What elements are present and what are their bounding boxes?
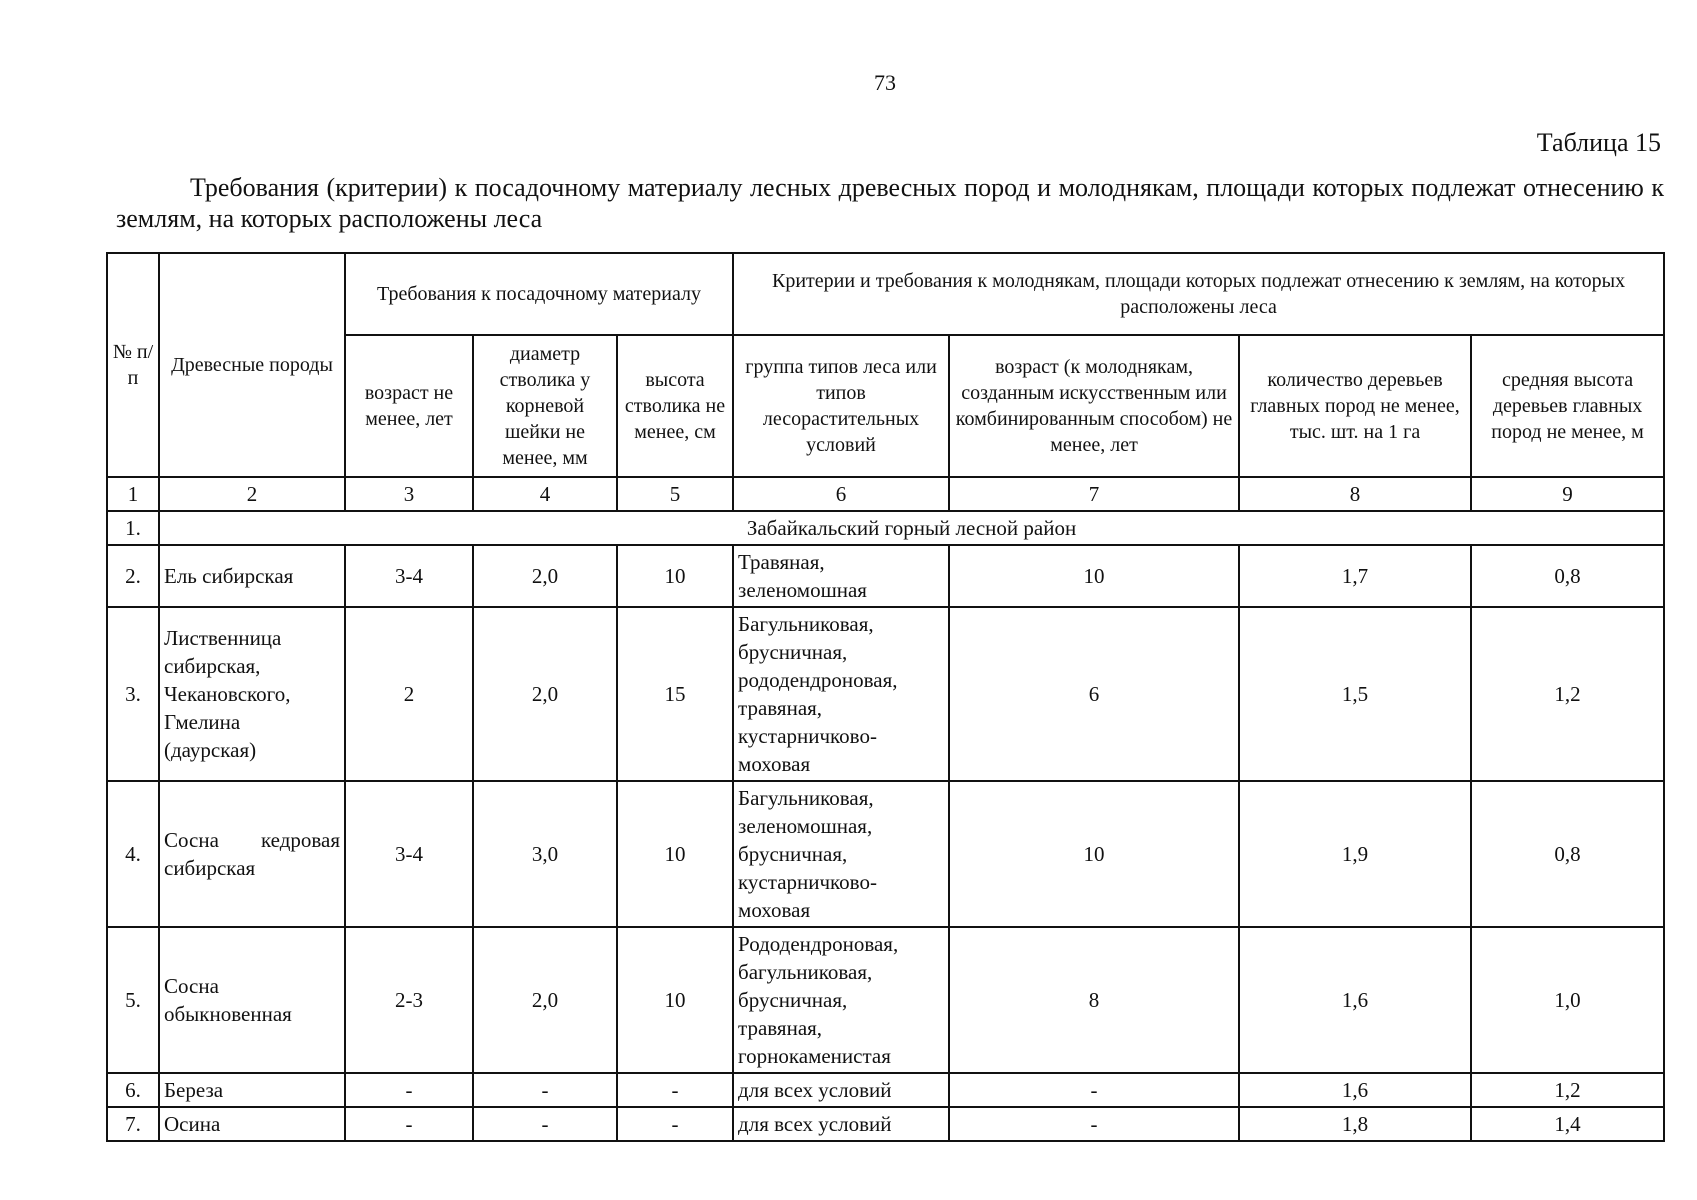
row-number: 6.: [107, 1073, 159, 1107]
species-name: Береза: [159, 1073, 345, 1107]
header-col-forest-type: группа типов леса или типов лесорастительных условий: [733, 335, 949, 477]
avg-height: 0,8: [1471, 545, 1664, 607]
column-number: 6: [733, 477, 949, 511]
row-number: 2.: [107, 545, 159, 607]
header-col-age: возраст не менее, лет: [345, 335, 473, 477]
table-row: [107, 781, 1664, 927]
table-row: [107, 1073, 1664, 1107]
tree-count: 1,7: [1239, 545, 1471, 607]
stem-diameter: 2,0: [473, 927, 617, 1073]
young-age: 6: [949, 607, 1239, 781]
row-number: 5.: [107, 927, 159, 1073]
planting-age: 3-4: [345, 781, 473, 927]
document-title: Требования (критерии) к посадочному материалу лесных древесных пород и молоднякам, площади которых подлежат отнесению к землям, на которых расположены леса: [116, 173, 1664, 233]
species-name: Лиственница сибирская, Чекановского, Гмелина (даурская): [159, 607, 345, 781]
stem-height: -: [617, 1107, 733, 1141]
row-number: 4.: [107, 781, 159, 927]
row-number: 7.: [107, 1107, 159, 1141]
table-label: Таблица 15: [1536, 128, 1661, 157]
avg-height: 1,2: [1471, 607, 1664, 781]
header-group-planting: Требования к посадочному материалу: [345, 253, 733, 335]
stem-diameter: 2,0: [473, 607, 617, 781]
stem-height: 10: [617, 927, 733, 1073]
avg-height: 1,2: [1471, 1073, 1664, 1107]
avg-height: 0,8: [1471, 781, 1664, 927]
stem-diameter: -: [473, 1073, 617, 1107]
header-col-tree-count: количество деревьев главных пород не менее, тыс. шт. на 1 га: [1239, 335, 1471, 477]
forest-type: Рододендроновая, багульниковая, брусничная, травяная, горнокаменистая: [733, 927, 949, 1073]
tree-count: 1,6: [1239, 927, 1471, 1073]
tree-count: 1,9: [1239, 781, 1471, 927]
planting-age: 2: [345, 607, 473, 781]
stem-diameter: 2,0: [473, 545, 617, 607]
species-name: Осина: [159, 1107, 345, 1141]
column-number: 9: [1471, 477, 1664, 511]
stem-diameter: -: [473, 1107, 617, 1141]
planting-age: 2-3: [345, 927, 473, 1073]
forest-type: Травяная, зеленомошная: [733, 545, 949, 607]
species-name: Сосна обыкновенная: [159, 927, 345, 1073]
region-row: [107, 511, 1664, 545]
requirements-table: [106, 252, 1665, 1142]
stem-height: -: [617, 1073, 733, 1107]
stem-diameter: 3,0: [473, 781, 617, 927]
forest-type: для всех условий: [733, 1073, 949, 1107]
table-row: [107, 545, 1664, 607]
table-row: [107, 927, 1664, 1073]
column-number: 4: [473, 477, 617, 511]
young-age: 10: [949, 545, 1239, 607]
tree-count: 1,5: [1239, 607, 1471, 781]
table-row: [107, 1107, 1664, 1141]
header-col-diameter: диаметр стволика у корневой шейки не менее, мм: [473, 335, 617, 477]
column-number: 3: [345, 477, 473, 511]
column-number: 2: [159, 477, 345, 511]
species-name: Ель сибирская: [159, 545, 345, 607]
page-number: 73: [874, 70, 896, 95]
forest-type: Багульниковая, брусничная, рододендроновая, травяная, кустарничково- моховая: [733, 607, 949, 781]
planting-age: -: [345, 1107, 473, 1141]
young-age: 8: [949, 927, 1239, 1073]
avg-height: 1,4: [1471, 1107, 1664, 1141]
young-age: 10: [949, 781, 1239, 927]
region-number: 1.: [107, 511, 159, 545]
tree-count: 1,6: [1239, 1073, 1471, 1107]
stem-height: 10: [617, 781, 733, 927]
column-number: 1: [107, 477, 159, 511]
planting-age: 3-4: [345, 545, 473, 607]
column-number: 5: [617, 477, 733, 511]
row-number: 3.: [107, 607, 159, 781]
forest-type: для всех условий: [733, 1107, 949, 1141]
column-number: 8: [1239, 477, 1471, 511]
header-col-num: № п/п: [107, 253, 159, 477]
planting-age: -: [345, 1073, 473, 1107]
young-age: -: [949, 1073, 1239, 1107]
table-row: [107, 607, 1664, 781]
header-col-avg-height: средняя высота деревьев главных пород не менее, м: [1471, 335, 1664, 477]
young-age: -: [949, 1107, 1239, 1141]
header-col-height: высота стволика не менее, см: [617, 335, 733, 477]
tree-count: 1,8: [1239, 1107, 1471, 1141]
column-number: 7: [949, 477, 1239, 511]
region-name: Забайкальский горный лесной район: [159, 511, 1664, 545]
header-col-young-age: возраст (к молоднякам, созданным искусственным или комбинированным способом) не менее, лет: [949, 335, 1239, 477]
forest-type: Багульниковая, зеленомошная, брусничная, кустарничково- моховая: [733, 781, 949, 927]
stem-height: 10: [617, 545, 733, 607]
header-col-species: Древесные породы: [159, 253, 345, 477]
avg-height: 1,0: [1471, 927, 1664, 1073]
species-name: Сосна кедровая сибирская: [159, 781, 345, 927]
header-group-young: Критерии и требования к молоднякам, площади которых подлежат отнесению к землям, на которых расположены леса: [733, 253, 1664, 335]
stem-height: 15: [617, 607, 733, 781]
column-numbers-row: [107, 477, 1664, 511]
